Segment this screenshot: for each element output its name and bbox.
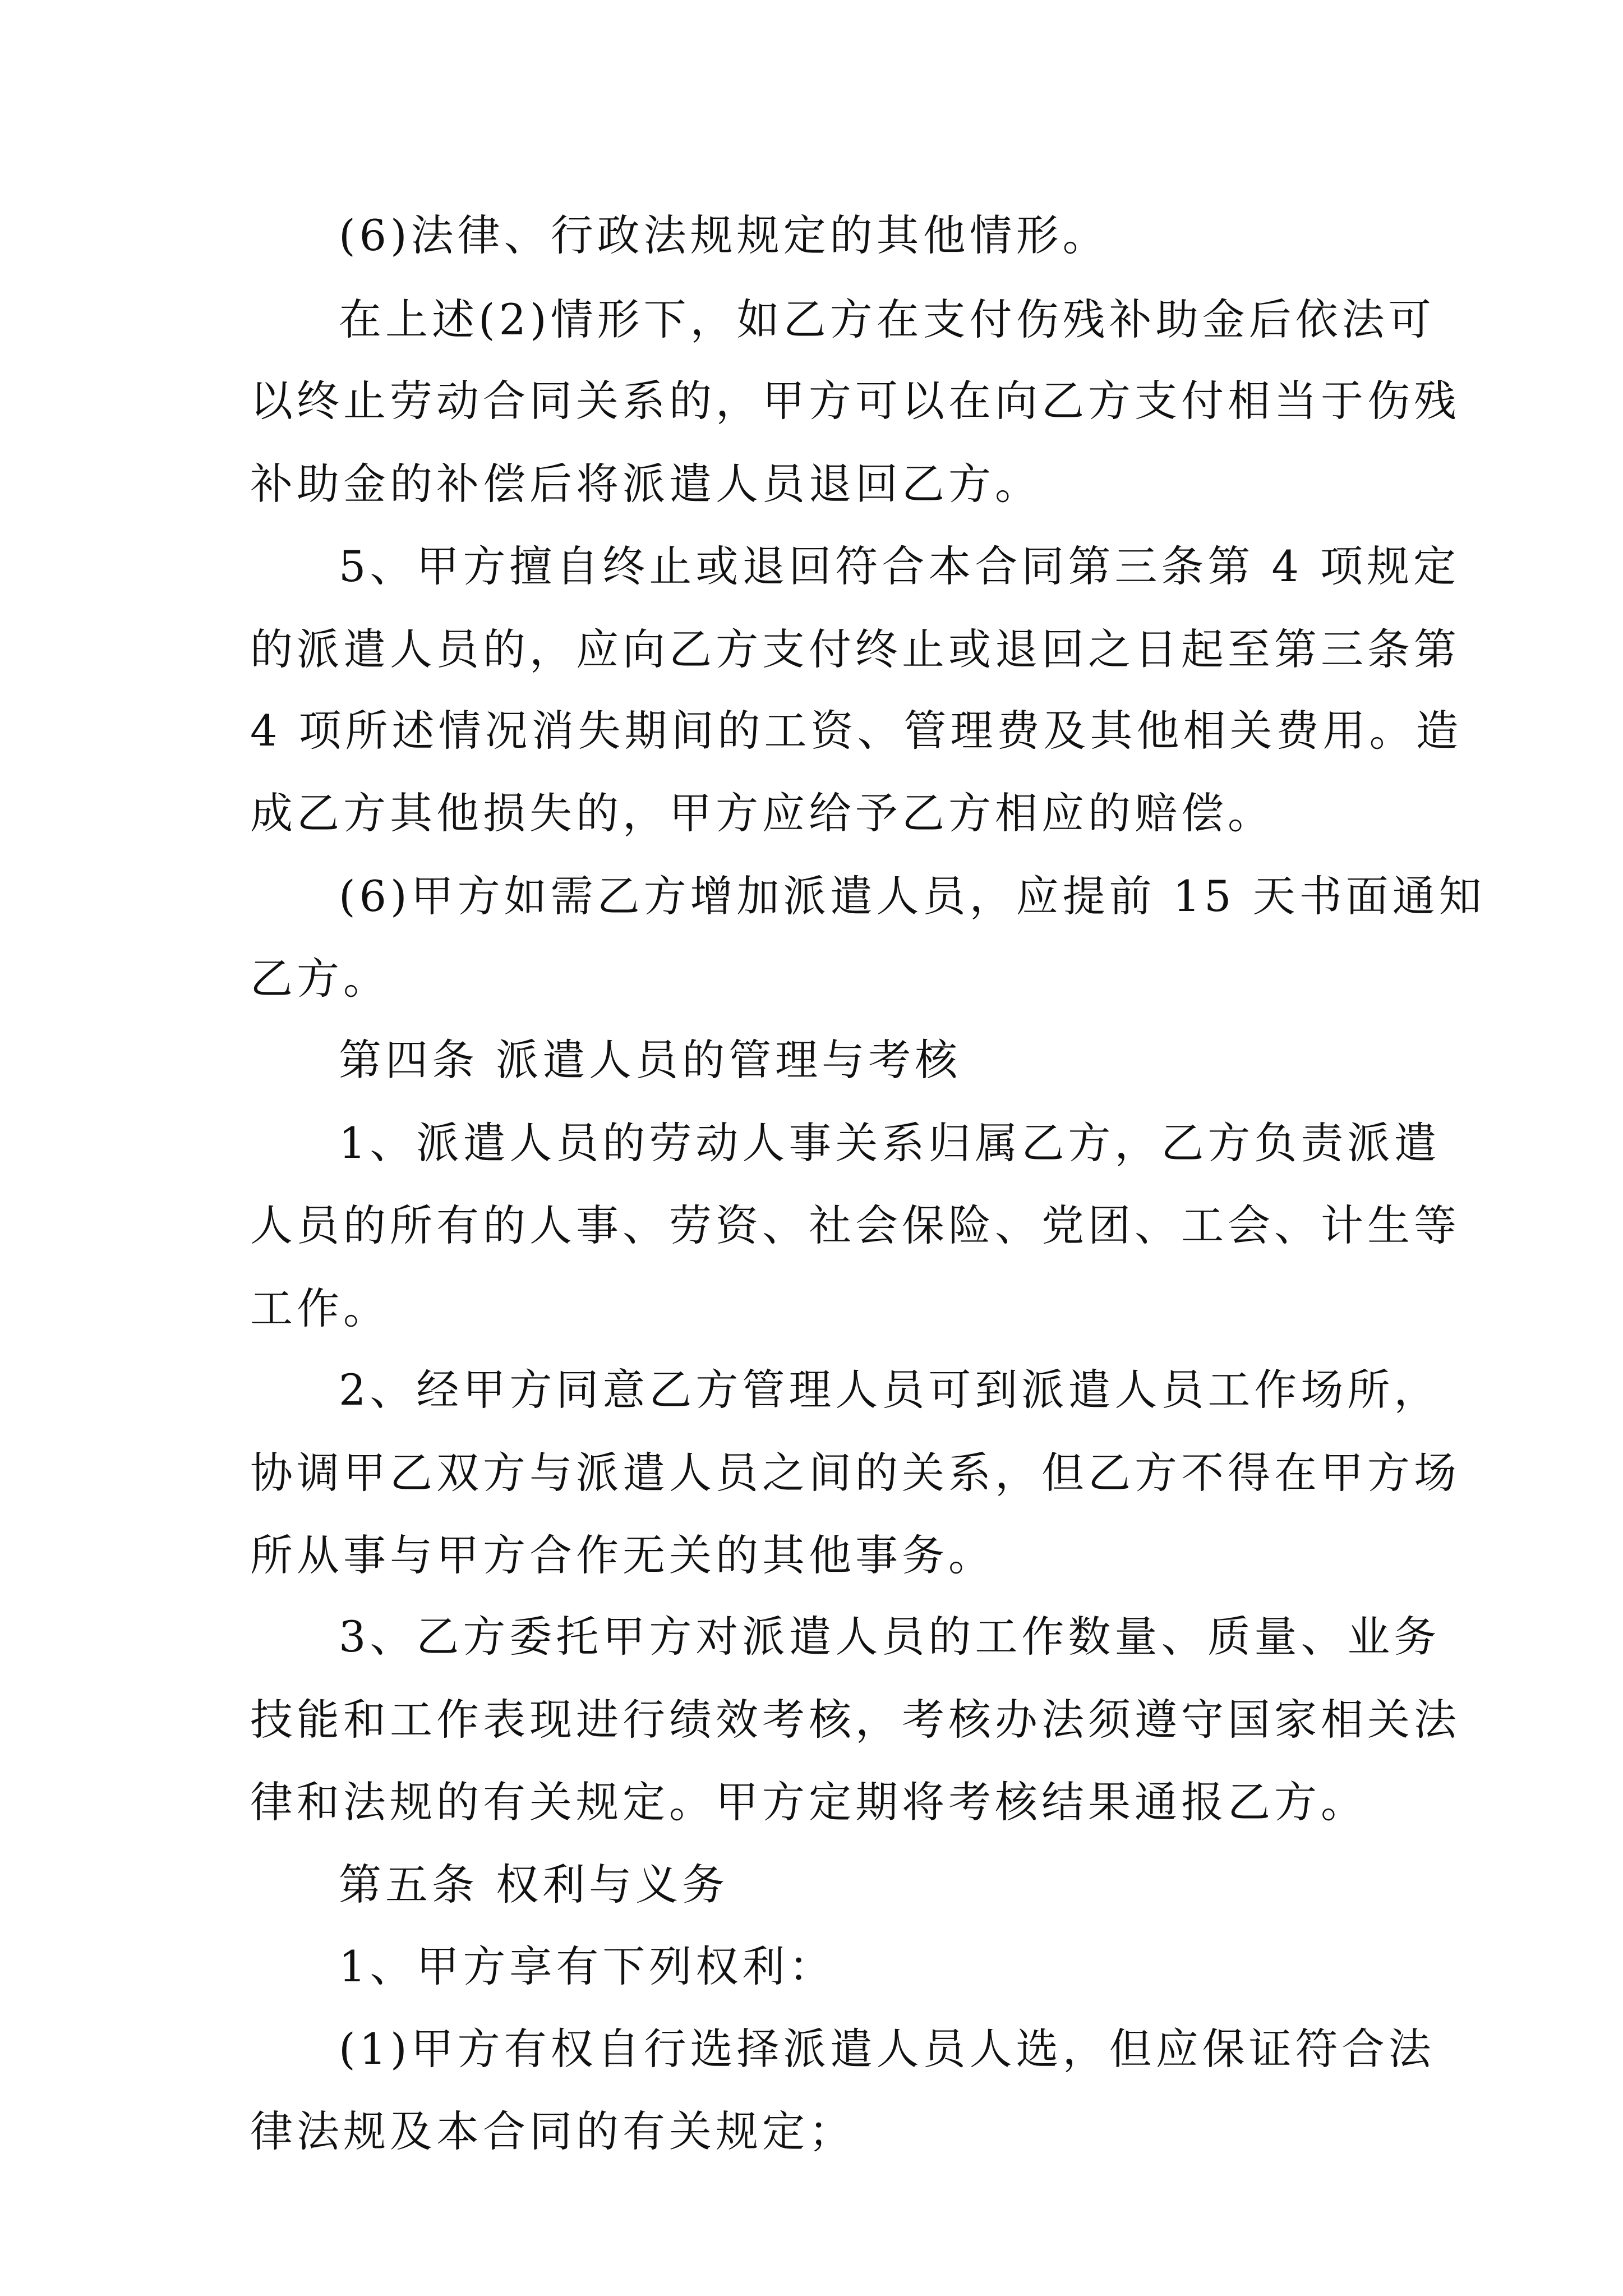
text-line-24: 律法规及本合同的有关规定； [250,2106,855,2156]
text-line-8: 成乙方其他损失的，甲方应给予乙方相应的赔偿。 [250,788,1274,838]
section-heading-5: 第五条 权利与义务 [339,1860,729,1910]
text-line-23: (1)甲方有权自行选择派遣人员人选，但应保证符合法 [339,2024,1435,2074]
text-line-2: 在上述(2)情形下，如乙方在支付伤残补助金后依法可 [339,295,1435,344]
text-line-10: 乙方。 [250,954,390,1004]
text-line-9: (6)甲方如需乙方增加派遣人员，应提前 15 天书面通知 [339,871,1486,921]
text-line-6: 的派遣人员的，应向乙方支付终止或退回之日起至第三条第 [250,624,1460,674]
text-line-14: 工作。 [250,1283,390,1333]
text-line-22: 1、甲方享有下列权利： [339,1941,836,1991]
text-line-4: 补助金的补偿后将派遣人员退回乙方。 [250,459,1041,509]
text-line-7: 4 项所述情况消失期间的工资、管理费及其他相关费用。造 [250,706,1463,756]
text-line-16: 协调甲乙双方与派遣人员之间的关系，但乙方不得在甲方场 [250,1448,1460,1498]
text-line-19: 技能和工作表现进行绩效考核，考核办法须遵守国家相关法 [250,1695,1460,1745]
text-line-15: 2、经甲方同意乙方管理人员可到派遣人员工作场所， [339,1365,1441,1415]
text-line-17: 所从事与甲方合作无关的其他事务。 [250,1530,995,1580]
text-line-18: 3、乙方委托甲方对派遣人员的工作数量、质量、业务 [339,1612,1441,1662]
text-line-13: 人员的所有的人事、劳资、社会保险、党团、工会、计生等 [250,1200,1460,1250]
text-line-5: 5、甲方擅自终止或退回符合本合同第三条第 4 项规定 [339,541,1460,591]
section-heading-4: 第四条 派遣人员的管理与考核 [339,1035,962,1085]
text-line-3: 以终止劳动合同关系的，甲方可以在向乙方支付相当于伤残 [250,376,1460,426]
text-line-1: (6)法律、行政法规规定的其他情形。 [339,210,1109,260]
text-line-12: 1、派遣人员的劳动人事关系归属乙方，乙方负责派遣 [339,1118,1441,1168]
text-line-20: 律和法规的有关规定。甲方定期将考核结果通报乙方。 [250,1777,1367,1827]
